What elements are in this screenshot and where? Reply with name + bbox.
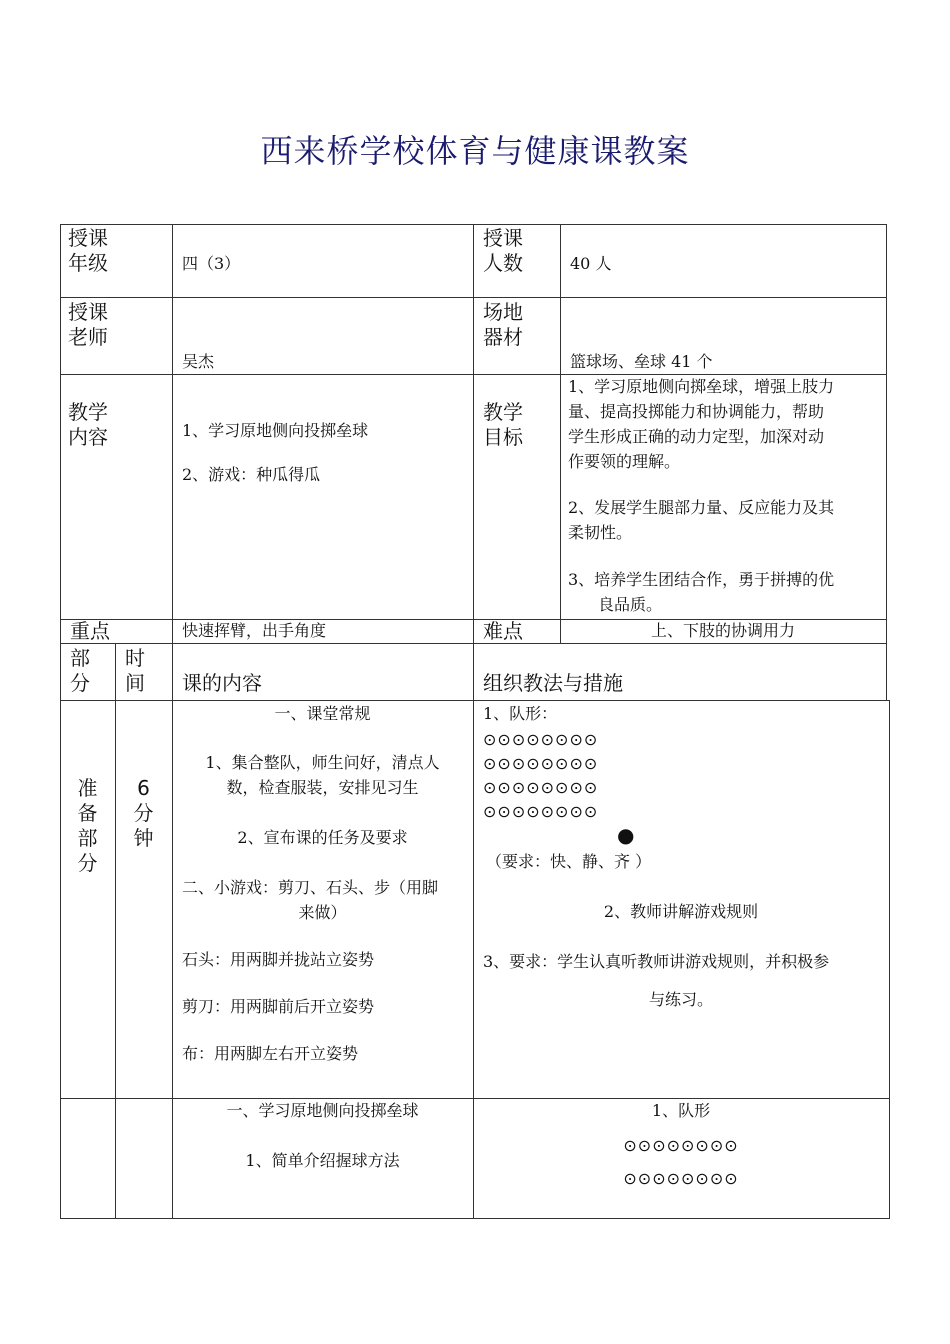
goal-label: 教学 目标 (483, 400, 523, 449)
grade-value: 四（3） (182, 254, 241, 273)
key-value: 快速挥臂，出手角度 (182, 621, 327, 640)
formation-row: ⊙⊙⊙⊙⊙⊙⊙⊙ (483, 730, 599, 749)
method-header: 组织教法与措施 (483, 671, 623, 695)
formation-row: ⊙⊙⊙⊙⊙⊙⊙⊙ (623, 1136, 739, 1155)
formation-row: ⊙⊙⊙⊙⊙⊙⊙⊙ (483, 802, 599, 821)
page-title: 西来桥学校体育与健康课教案 (260, 132, 690, 170)
part-header: 部 分 (70, 646, 90, 695)
content-label: 教学 内容 (68, 400, 108, 449)
venue-value: 篮球场、垒球 41 个 (570, 352, 713, 371)
venue-label: 场地 器材 (483, 300, 523, 349)
content-item: 1、学习原地侧向投掷垒球 (182, 421, 369, 440)
prep-part-label: 准 备 部 分 (77, 776, 98, 875)
count-value: 40 人 (570, 254, 612, 273)
key-label: 重点 (70, 619, 110, 643)
prep-time-label: 6 分 钟 (133, 776, 154, 850)
teacher-label: 授课 老师 (68, 300, 108, 349)
formation-row: ⊙⊙⊙⊙⊙⊙⊙⊙ (483, 754, 599, 773)
content-item: 2、游戏：种瓜得瓜 (182, 465, 321, 484)
difficulty-label: 难点 (483, 619, 523, 643)
difficulty-value: 上、下肢的协调用力 (650, 621, 795, 640)
formation-row: ⊙⊙⊙⊙⊙⊙⊙⊙ (623, 1169, 739, 1188)
time-header: 时 间 (125, 646, 145, 695)
formation-row: ⊙⊙⊙⊙⊙⊙⊙⊙ (483, 778, 599, 797)
teacher-position-icon: ● (617, 823, 635, 847)
content-header: 课的内容 (182, 671, 262, 695)
count-label: 授课 人数 (483, 226, 523, 275)
grade-label: 授课 年级 (68, 226, 108, 275)
teacher-value: 吴杰 (182, 352, 215, 371)
